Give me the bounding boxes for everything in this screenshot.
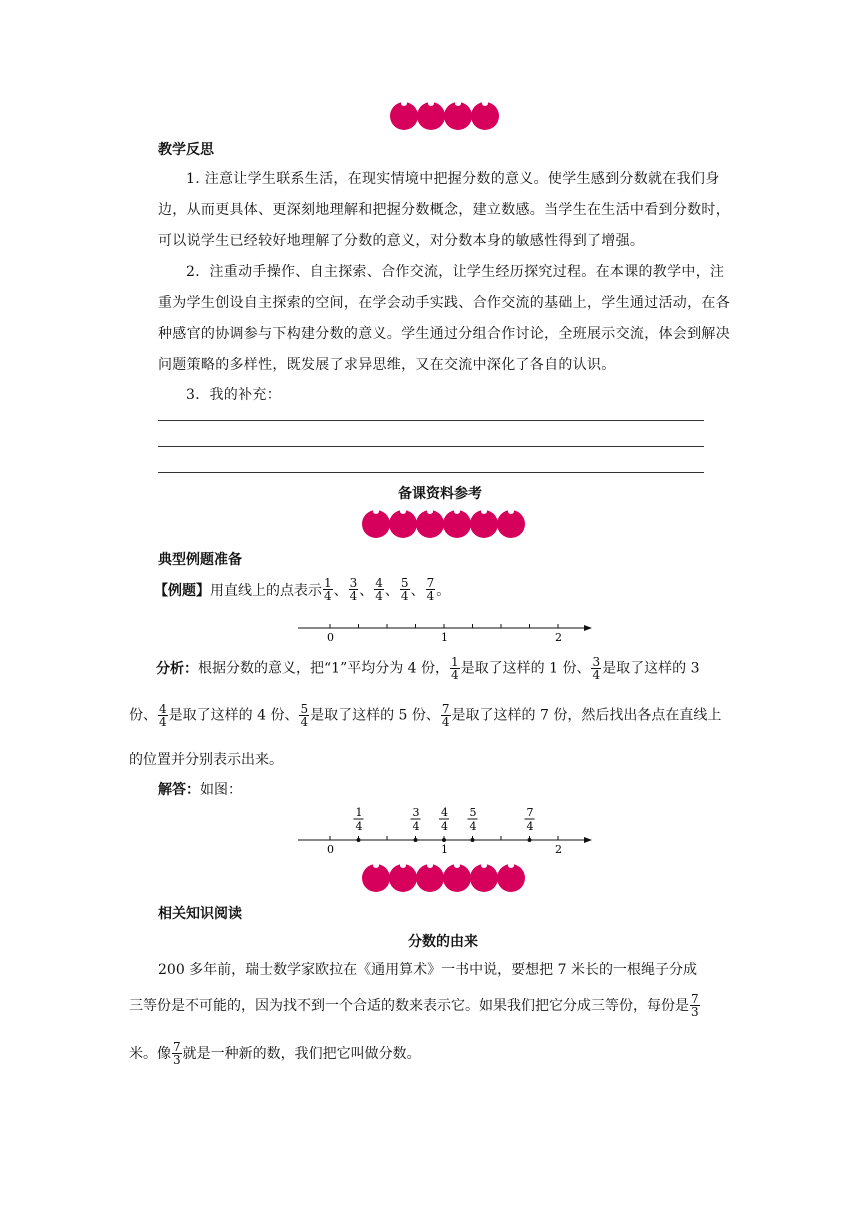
fraction-7-3: $\frac{7}{3}$ <box>691 992 699 1019</box>
fraction-point-denominator: 4 <box>412 820 420 833</box>
article-text: 米。像 <box>129 1045 171 1062</box>
fraction-1-4: $\frac{1}{4}$ <box>451 655 459 682</box>
analysis-text: 是取了这样的 7 份，然后找出各点在直线上 <box>451 707 722 724</box>
article-text: 就是一种新的数，我们把它叫做分数。 <box>182 1045 421 1062</box>
fraction-point-numerator: 7 <box>526 806 534 819</box>
tick-label: 1 <box>441 631 448 644</box>
heart-icon <box>416 864 444 892</box>
fraction-point-numerator: 4 <box>441 806 448 819</box>
reflection-heading: 教学反思 <box>158 142 214 158</box>
reflection-paragraph-1: 1. 注意让学生联系生活，在现实情境中把握分数的意义。使学生感到分数就在我们身边，从而更具体、更深刻地理解和把握分数概念，建立数感。当学生在生活中看到分数时，可以说学生已经较好地理解了分数的意义，对分数本身的敏感性得到了增强。 <box>158 171 730 249</box>
article-line-1: 200 多年前，瑞士数学家欧拉在《通用算术》一书中说，要想把 7 米长的一根绳子分成 <box>158 962 697 978</box>
blank-line <box>158 420 704 421</box>
article-line-3 <box>129 1041 421 1066</box>
reflection-paragraph-2: 2．注重动手操作、自主探索、合作交流，让学生经历探究过程。在本课的教学中，注重为学生创设自主探索的空间，在学会动手实践、合作交流的基础上，学生通过活动，在各种感官的协调参与下构建分数的意义。学生通过分组合作讨论，全班展示交流，体会到解决问题策略的多样性，既发展了求异思维，又在交流中深化了各自的认识。 <box>158 264 730 373</box>
reflection-paragraph-3: 3．我的补充： <box>186 387 282 403</box>
article-title: 分数的由来 <box>408 934 478 950</box>
example-line <box>154 577 450 602</box>
fraction-point <box>357 838 361 842</box>
blank-line <box>158 472 704 473</box>
period: 。 <box>436 582 451 599</box>
tick-label: 1 <box>441 843 448 856</box>
heart-icon <box>389 864 417 892</box>
fraction-point-denominator: 4 <box>355 820 363 833</box>
analysis-text: 根据分数的意义，把“1”平均分为 4 份， <box>198 660 450 677</box>
heart-icon <box>443 510 471 538</box>
heart-icon <box>470 510 498 538</box>
example-text: 用直线上的点表示 <box>210 582 322 599</box>
fraction-4-4: $\frac{4}{4}$ <box>375 576 383 603</box>
separator: 、 <box>359 582 374 599</box>
article-text: 三等份是不可能的，因为找不到一个合适的数来表示它。如果我们把它分成三等份，每份是 <box>129 997 689 1014</box>
separator: 、 <box>333 582 348 599</box>
number-line-answer <box>290 802 600 857</box>
analysis-text: 是取了这样的 1 份、 <box>460 660 591 677</box>
analysis-line-3: 的位置并分别表示出来。 <box>129 752 283 768</box>
heart-icon <box>444 102 472 130</box>
fraction-5-4: $\frac{5}{4}$ <box>300 702 309 729</box>
heart-icon <box>389 510 417 538</box>
analysis-text: 是取了这样的 3 <box>602 660 700 677</box>
heart-icon <box>417 102 445 130</box>
answer-line <box>158 779 242 799</box>
analysis-text: 是取了这样的 5 份、 <box>310 707 440 724</box>
tick-label: 2 <box>555 843 562 856</box>
fraction-point-numerator: 3 <box>412 806 420 819</box>
analysis-text: 份、 <box>129 707 157 724</box>
heart-icon <box>362 510 390 538</box>
heart-decoration-3 <box>362 864 524 892</box>
article-line-2 <box>129 993 739 1018</box>
heart-icon <box>497 864 525 892</box>
fraction-5-4: $\frac{5}{4}$ <box>400 576 409 603</box>
tick-label: 2 <box>555 631 562 644</box>
analysis-text: 是取了这样的 4 份、 <box>168 707 299 724</box>
fraction-point-numerator: 5 <box>469 806 477 819</box>
number-line-question <box>290 618 600 646</box>
analysis-label: 分析： <box>156 660 198 677</box>
reference-heading: 备课资料参考 <box>398 486 482 502</box>
fraction-1-4: $\frac{1}{4}$ <box>324 576 332 603</box>
fraction-point-numerator: 1 <box>355 806 363 819</box>
fraction-7-4: $\frac{7}{4}$ <box>426 576 435 603</box>
fraction-point-denominator: 4 <box>441 820 448 833</box>
fraction-point-denominator: 4 <box>526 820 534 833</box>
separator: 、 <box>384 582 399 599</box>
fraction-point <box>471 838 475 842</box>
heart-icon <box>497 510 525 538</box>
fraction-7-4: $\frac{7}{4}$ <box>441 702 450 729</box>
fraction-point-denominator: 4 <box>469 820 477 833</box>
tick-label: 0 <box>327 631 334 644</box>
answer-text: 如图： <box>200 782 242 798</box>
heart-icon <box>362 864 390 892</box>
heart-decoration-2 <box>362 510 524 538</box>
heart-icon <box>471 102 499 130</box>
analysis-line-2 <box>129 703 739 728</box>
fraction-3-4: $\frac{3}{4}$ <box>592 655 601 682</box>
answer-label: 解答： <box>158 782 200 798</box>
fraction-point <box>414 838 418 842</box>
blank-line <box>158 446 704 447</box>
fraction-4-4: $\frac{4}{4}$ <box>159 702 167 729</box>
heart-icon <box>390 102 418 130</box>
fraction-3-4: $\frac{3}{4}$ <box>349 576 358 603</box>
related-reading-heading: 相关知识阅读 <box>158 906 242 922</box>
fraction-7-3: $\frac{7}{3}$ <box>173 1040 181 1067</box>
heart-decoration-1 <box>390 102 498 130</box>
analysis-line-1 <box>158 656 738 681</box>
fraction-point <box>528 838 532 842</box>
example-heading: 典型例题准备 <box>158 552 242 568</box>
tick-label: 0 <box>327 843 334 856</box>
heart-icon <box>443 864 471 892</box>
fraction-point <box>442 838 446 842</box>
example-label: 【例题】 <box>154 582 210 599</box>
heart-icon <box>470 864 498 892</box>
separator: 、 <box>410 582 425 599</box>
heart-icon <box>416 510 444 538</box>
